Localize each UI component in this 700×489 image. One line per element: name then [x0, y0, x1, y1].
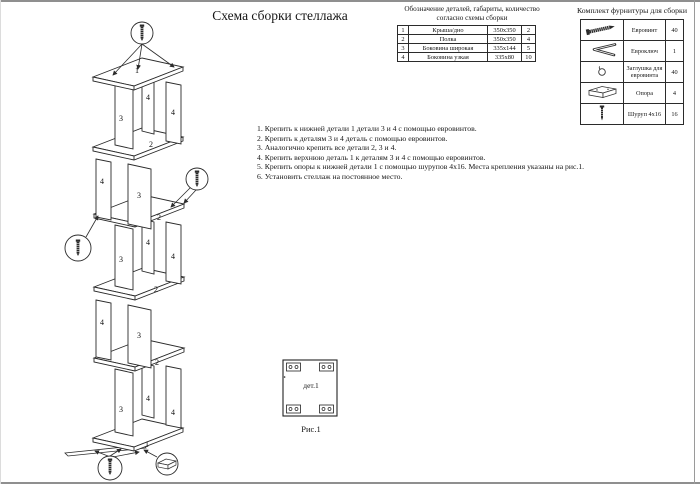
- hardware-name: Заглушка для евровинта: [624, 62, 666, 83]
- hardware-row: [581, 104, 684, 125]
- part-size: 335х144: [488, 44, 522, 53]
- part-label-top: 1: [135, 66, 139, 75]
- page-border-top: [0, 0, 700, 2]
- part-label-narrow: 4: [100, 318, 104, 327]
- parts-row: [398, 35, 536, 44]
- part-label-narrow: 4: [146, 238, 150, 247]
- hardware-table: [580, 19, 684, 125]
- part-num: 1: [398, 26, 409, 35]
- part-name: Боковина узкая: [409, 53, 488, 62]
- euro-screw-icon: [581, 20, 624, 41]
- hardware-table-title: Комплект фурнитуры для сборки: [576, 6, 688, 15]
- wood-screw-callout: [95, 449, 139, 480]
- hardware-qty: 40: [666, 20, 684, 41]
- diagram-part-labels: [100, 66, 175, 449]
- part-name: Крыша/дно: [409, 26, 488, 35]
- parts-table-header-line2: согласно схемы сборки: [436, 14, 508, 22]
- hardware-name: Шуруп 4х16: [624, 104, 666, 125]
- part-label-narrow: 4: [146, 394, 150, 403]
- part-size: 350х350: [488, 26, 522, 35]
- instructions-list: [257, 124, 584, 181]
- hardware-row: [581, 62, 684, 83]
- part-label-wide: 3: [119, 114, 123, 123]
- parts-table-header: [380, 5, 564, 23]
- hardware-qty: 1: [666, 41, 684, 62]
- part-qty: 4: [522, 35, 536, 44]
- part-label-shelf: 2: [157, 213, 161, 222]
- hardware-name: Евровинт: [624, 20, 666, 41]
- part-label-wide: 3: [119, 255, 123, 264]
- parts-row: [398, 44, 536, 53]
- part-label-shelf: 2: [149, 140, 153, 149]
- parts-row: [398, 26, 536, 35]
- part-label-narrow: 4: [171, 108, 175, 117]
- figure-det1: [278, 355, 342, 421]
- support-icon: [581, 83, 624, 104]
- hardware-row: [581, 41, 684, 62]
- assembly-diagram: [50, 15, 220, 485]
- part-label-narrow: 4: [171, 408, 175, 417]
- part-qty: 10: [522, 53, 536, 62]
- screw-icon: [581, 104, 624, 125]
- part-label-bottom: 1: [145, 440, 149, 449]
- hardware-row: [581, 20, 684, 41]
- cap-icon: [581, 62, 624, 83]
- det1-label: дет.1: [303, 381, 319, 390]
- part-num: 2: [398, 35, 409, 44]
- instruction-step: 3. Аналогично крепить все детали 2, 3 и 4.: [257, 143, 397, 153]
- figure-caption: Рис.1: [301, 424, 321, 434]
- page-title: Схема сборки стеллажа: [212, 8, 348, 23]
- instruction-step: 4. Крепить верхнюю деталь 1 к деталям 3 и 4 с помощью евровинтов.: [257, 152, 486, 162]
- hardware-qty: 4: [666, 83, 684, 104]
- part-qty: 5: [522, 44, 536, 53]
- parts-table-header-line1: Обозначение деталей, габариты, количество: [404, 5, 540, 13]
- part-num: 4: [398, 53, 409, 62]
- part-label-narrow: 4: [146, 93, 150, 102]
- edge-mark: [284, 376, 286, 378]
- part-label-wide: 3: [137, 191, 141, 200]
- euro-screw-callout-right: [171, 168, 208, 207]
- part-name: Боковина широкая: [409, 44, 488, 53]
- part-name: Полка: [409, 35, 488, 44]
- euro-screw-callout-left: [65, 216, 98, 261]
- part-num: 3: [398, 44, 409, 53]
- instruction-step: 6. Установить стеллаж на постоянное место.: [257, 171, 403, 181]
- part-qty: 2: [522, 26, 536, 35]
- part-label-shelf: 2: [155, 358, 159, 367]
- parts-table: [397, 25, 536, 62]
- parts-row: [398, 53, 536, 62]
- hardware-qty: 16: [666, 104, 684, 125]
- instruction-step: 2. Крепить к деталям 3 и 4 деталь с помощью евровинтов.: [257, 133, 448, 143]
- hardware-name: Опора: [624, 83, 666, 104]
- support-foot-callout: [144, 450, 178, 475]
- hex-key-icon: [581, 41, 624, 62]
- part-label-narrow: 4: [100, 177, 104, 186]
- page-border-right: [694, 0, 695, 484]
- part-size: 335х80: [488, 53, 522, 62]
- part-label-wide: 3: [137, 331, 141, 340]
- instruction-step: 5. Крепить опоры к нижней детали 1 с помощью шурупов 4х16. Места крепления указаны на рис.1.: [257, 162, 585, 172]
- part-label-narrow: 4: [171, 252, 175, 261]
- hardware-row: [581, 83, 684, 104]
- page-border-left: [0, 0, 1, 484]
- hardware-qty: 40: [666, 62, 684, 83]
- part-size: 350х350: [488, 35, 522, 44]
- instruction-step: 1. Крепить к нижней детали 1 детали 3 и 4 с помощью евровинтов.: [257, 124, 477, 133]
- part-label-shelf: 2: [154, 285, 158, 294]
- part-label-wide: 3: [119, 405, 123, 414]
- hardware-name: Евроключ: [624, 41, 666, 62]
